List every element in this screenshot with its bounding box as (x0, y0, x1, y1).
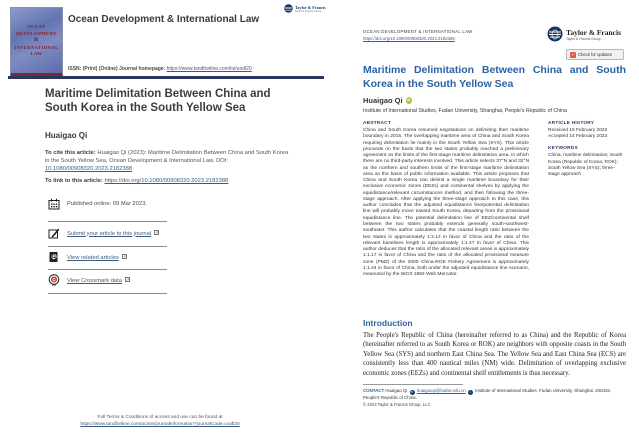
article-meta-sidebar (548, 121, 626, 184)
brand-name: Taylor & Francis (295, 4, 326, 10)
cover-title-line: DEVELOPMENT (16, 30, 57, 36)
cover-title-line: OCEAN (27, 24, 46, 30)
article-title: Maritime Delimitation Between China and South Korea in the South Yellow Sea (363, 64, 626, 90)
crossmark-link[interactable]: View Crossmark data (67, 277, 122, 284)
footnote-rule (363, 384, 463, 385)
external-link-icon: ↗ (122, 253, 127, 259)
author-name: Huaigao Qi (363, 96, 403, 105)
introduction-heading: Introduction (363, 318, 413, 328)
article-history-heading: ARTICLE HISTORY (548, 121, 595, 126)
journal-title: Ocean Development & International Law (68, 14, 260, 25)
check-for-updates-button[interactable] (566, 49, 624, 60)
keywords-heading: KEYWORDS (548, 146, 578, 152)
brand-group: Taylor & Francis Group (566, 36, 601, 41)
issn-label: ISSN: (Print) (Online) Journal homepage: (68, 66, 166, 72)
globe-icon (547, 26, 563, 42)
contact-affiliation: Institute of International Studies, Fudan University, Shanghai, 200433, People's Republic of China. (363, 388, 612, 400)
accepted-date: Accepted 14 February 2023 (548, 134, 608, 140)
cite-label: To cite this article: (45, 150, 96, 156)
taylor-francis-logo-small (284, 4, 326, 13)
divider (48, 293, 167, 294)
introduction-paragraph: The People's Republic of China (hereinafter referred to as China) and the Republic of Korea (hereinafter referred to as South Korea or ROK) are neighbors with opposite coasts in the South Yellow Sea (SYS) and northern East China Sea. The Yellow Sea and East China Sea (ECS) are consistently less than 400 nautical miles (NM) wide. Delimitation of overlapping exclusive economic zones (EEZs) and continental shelf entitlements is thus necessary. (363, 332, 626, 377)
terms-footer (20, 414, 300, 428)
submit-pencil-icon (48, 227, 60, 239)
related-articles-link[interactable]: View related articles (67, 254, 119, 261)
abstract-heading: ABSTRACT (363, 121, 391, 126)
crossmark-row[interactable] (48, 274, 130, 286)
received-date: Received 15 February 2022 (548, 128, 608, 133)
journal-cover-thumbnail (10, 7, 63, 77)
submit-article-row[interactable] (48, 227, 159, 239)
terms-line: Full Terms & Conditions of access and use can be found at (97, 415, 223, 420)
cite-doi-link[interactable]: 10.1080/00908320.2023.2182388 (45, 165, 133, 172)
submit-article-link[interactable]: Submit your article to this journal (67, 230, 152, 237)
external-link-icon: ↗ (125, 276, 130, 282)
published-row (48, 198, 147, 210)
crossmark-mini-icon: ✓ (571, 51, 575, 57)
cover-title-line: LAW (30, 51, 43, 57)
brand-name: Taylor & Francis (566, 27, 622, 37)
tolink-block (45, 178, 292, 184)
brand-group: Taylor & Francis Group (295, 9, 322, 13)
crossmark-icon (48, 274, 60, 286)
published-date: Published online: 09 Mar 2023. (67, 201, 147, 207)
tolink-label: To link to this article: (45, 178, 103, 184)
institution-icon: ⌂ (469, 389, 472, 394)
divider (48, 221, 167, 222)
article-title: Maritime Delimitation Between China and South Korea in the South Yellow Sea (45, 88, 271, 114)
abstract-section (363, 121, 529, 278)
divider (48, 246, 167, 247)
contact-footnote (363, 388, 626, 401)
external-link-icon: ↗ (155, 229, 159, 235)
running-head-journal: OCEAN DEVELOPMENT & INTERNATIONAL LAW (363, 29, 473, 34)
abstract-text: China and South Korea resumed negotiations on delimiting their maritime boundary in 2015. The overlapping maritime area of China and South Korea requiring delimitation lie mainly in the South Yellow Sea (SYS). This article proceeds on the basis that the two states probably reached a preliminary agreement on the limits of the first-stage maritime delimitation area, in which there are no third-party interests involved. This article selects 37°N and 32°N as the northern and southern limits of the first-stage maritime delimitation area on the basis of public information available. This article proposes that China and South Korea can delimit a single maritime boundary for their exclusive economic zones (EEZs) and continental shelves by applying the equidistance/relevant circumstances method, and then following the three-stage approach. After applying the three-stage approach to this case, this author concludes that the adjusted equidistance line/potential delimitation line will probably move toward South Korea, departing from the provisional equidistance line. The potential delimitation line of EEZ/continental shelf between the two states probably extends generally south-southwest-southeast. This author calculates that the coastal length ratio between the two states is approximately 1:2.14 in favor of China and the ratio of the relevant baselines length is approximately 1:1.47 in favor of China. This author deduces that the ratio of the allocated relevant areas is approximately 1:1.17 in favor of China and the ratio of the allocated provisional measure zone (PMZ) of the 2000 China-ROK Fishery Agreement is approximately 1:1.44 in favor of China, both under the adjusted equidistance line scenario, measured by the WGS 1984 Web Mercator. (363, 128, 529, 278)
terms-link[interactable]: https://www.tandfonline.com/action/journalInformation?journalCode=uodl20 (80, 422, 240, 428)
cite-text: Huaigao Qi (2023): Maritime Delimitation Between China and South Korea in the South Yellow Sea, Ocean Development & International Law, DOI: (45, 150, 289, 164)
citation-block (45, 150, 292, 173)
cover-title-line: & (33, 37, 40, 44)
author-row (363, 96, 412, 105)
orcid-icon[interactable]: iD (407, 98, 411, 103)
email-icon: ✉ (410, 389, 414, 394)
header-divider-bar (8, 76, 324, 79)
contact-label: CONTACT (363, 388, 385, 393)
doi-link[interactable]: https://doi.org/10.1080/00908320.2023.2182388 (363, 35, 455, 41)
contact-name: Huaigao Qi (385, 388, 408, 393)
copyright-line: © 2023 Taylor & Francis Group, LLC (363, 402, 431, 407)
author-name: Huaigao Qi (45, 131, 88, 140)
taylor-francis-logo (547, 26, 621, 42)
divider (48, 269, 167, 270)
issn-homepage-line (68, 66, 252, 72)
running-head (363, 29, 472, 43)
journal-homepage-link[interactable]: https://www.tandfonline.com/loi/uodl20 (166, 66, 252, 72)
check-for-updates-label: Check for updates (578, 52, 612, 57)
cover-title-line: INTERNATIONAL (14, 44, 59, 50)
author-affiliation: Institute of International Studies, Fudan University, Shanghai, People's Republic of China (363, 108, 567, 114)
contact-email-link[interactable]: huaigaoqi@fudan.edu.cn (416, 388, 466, 393)
calendar-icon (48, 198, 60, 210)
related-articles-icon (48, 251, 60, 263)
keywords-text: China; maritime delimitation; South Korea (Republic of Korea; ROK); South Yellow Sea (SYS); three-stage approach (548, 153, 623, 178)
globe-icon (284, 4, 293, 13)
related-articles-row[interactable] (48, 251, 127, 263)
article-doi-link[interactable]: https://doi.org/10.1080/00908320.2023.2182388 (104, 178, 229, 184)
